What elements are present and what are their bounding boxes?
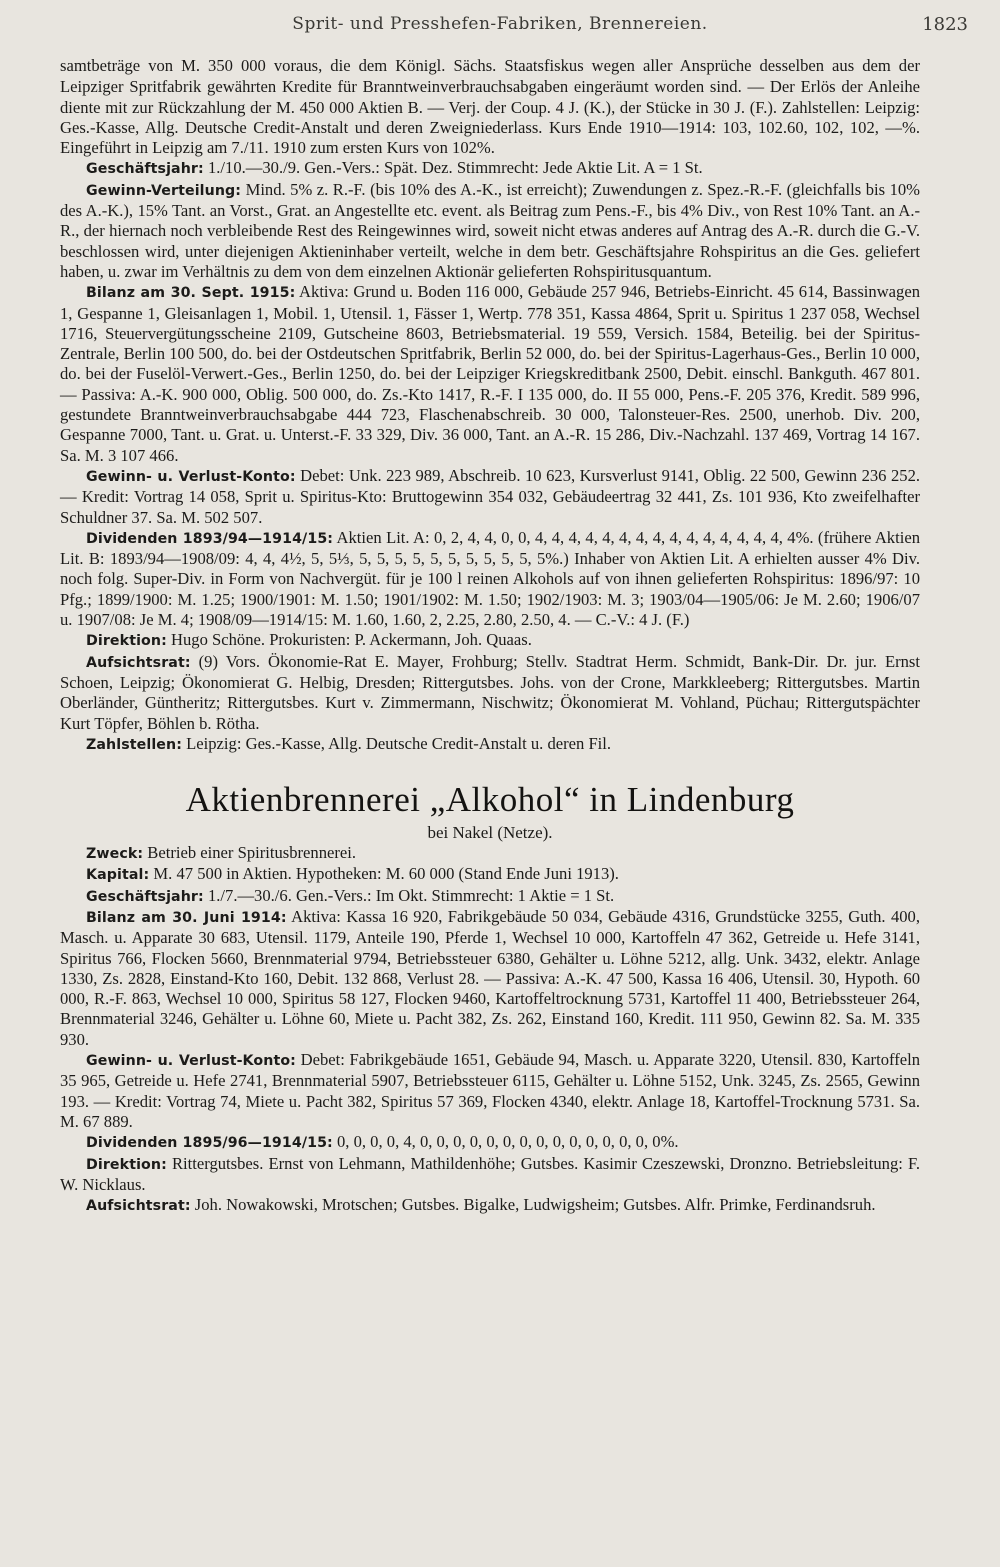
company2-dividenden: Dividenden 1895/96—1914/15: 0, 0, 0, 0, 4, 0, 0, 0, 0, 0, 0, 0, 0, 0, 0, 0, 0, 0, 0, 0%. bbox=[86, 1132, 679, 1152]
company2-gewinn-verlust: Gewinn- u. Verlust-Konto: Debet: Fabrikgebäude 1651, Gebäude 94, Masch. u. Apparate 3220, Utensil. 830, Kartoffeln 35 965, Getreide u. Hefe 2741, Brennmaterial 5907, Betriebssteuer 6115, Gehälter u. Löhne 5152, Unk. 3245, Zs. 2565, Gewinn 193. — Kredit: Vortrag 74, Miete u. Pacht 382, Spiritus 57 369, Flocken 4340, elektr. Anlage 18, Kartoffel-Trocknung 5731. Sa. M. 67 889. bbox=[60, 1050, 921, 1131]
running-header bbox=[0, 14, 1000, 44]
page-body bbox=[60, 56, 920, 1216]
company1-paragraph-0: samtbeträge von M. 350 000 voraus, die dem Königl. Sächs. Staatsfiskus wegen aller Ansprüche desselben aus dem der Leipziger Spritfabrik gewährten Kredite für Branntweinverbrauchsabgaben eingeräumt worden sind. — Der Erlös der Anleihe diente mit zur Rückzahlung der M. 450 000 Aktien B. — Verj. der Coup. 4 J. (K.), der Stücke in 30 J. (F.). Zahlstellen: Leipzig: Ges.-Kasse, Allg. Deutsche Credit-Anstalt und deren Zweigniederlass. Kurs Ende 1910—1914: 103, 102.60, 102, 102, —%. Eingeführt in Leipzig am 7./11. 1910 zum ersten Kurs von 102%. bbox=[60, 56, 920, 158]
company1-aufsichtsrat: Aufsichtsrat: (9) Vors. Ökonomie-Rat E. Mayer, Frohburg; Stellv. Stadtrat Herm. Schmidt, Bank-Dir. Dr. jur. Ernst Schoen, Leipzig; Ökonomierat G. Helbig, Dresden; Rittergutsbes. Johs. von der Crone, Markkleeberg; Rittergutsbes. Martin Oberländer, Güntheritz; Rittergutsbes. Kurt v. Zimmermann, Nischwitz; Ökonomierat M. Vohland, Püchau; Rittergutspächter Kurt Töpfer, Böhlen b. Rötha. bbox=[60, 651, 920, 733]
company2-zweck: Zweck: Betrieb einer Spiritusbrennerei. bbox=[86, 843, 357, 863]
company1-gewinn-verteilung: Gewinn-Verteilung: Mind. 5% z. R.-F. (bis 10% des A.-K., ist erreicht); Zuwendungen z. Spez.-R.-F. (gleichfalls bis 10% des A.-K.), 15% Tant. an Vorst., Grat. an Angestellte etc. event. als Beitrag zum Pens.-F., bis 4% Div., von Rest 10% Tant. an A.-R., der hiernach noch verbleibende Rest des Reingewinnes wird, soweit nicht etwas anderes auf Antrag des A.-R. durch die G.-V. beschlossen wird, unter diejenigen Aktieninhaber verteilt, welche in dem betr. Geschäftsjahre Rohspiritus an die Ges. geliefert haben, u. zwar im Verhältnis zu dem von dem einzelnen Aktionär gelieferten Rohspiritusquantum. bbox=[60, 179, 920, 281]
company1-dividenden: Dividenden 1893/94—1914/15: Aktien Lit. A: 0, 2, 4, 4, 0, 0, 4, 4, 4, 4, 4, 4, 4, 4, 4, 4, 4, 4, 4, 4, 4, 4%. (frühere Aktien Lit. B: 1893/94—1908/09: 4, 4, 4½, 5, 5⅓, 5, 5, 5, 5, 5, 5, 5, 5, 5, 5, 5%.) Inhaber von Aktien Lit. A erhielten ausser 4% Div. noch folg. Super-Div. in Form von Nachvergüt. für je 100 l reinen Alkohols auf von ihnen gelieferten Rohspiritus: 1896/97: 10 Pfg.; 1899/1900: M. 1.25; 1900/1901: M. 1.50; 1901/1902: M. 1.50; 1902/1903: M. 3; 1903/04—1905/06: Je M. 2.60; 1906/07 u. 1907/08: Je M. 4; 1908/09—1914/15: M. 1.60, 1.60, 2, 2.25, 2.80, 2.50, 4. — C.-V.: 4 J. (F.) bbox=[60, 527, 920, 630]
company2-direktion: Direktion: Rittergutsbes. Ernst von Lehmann, Mathildenhöhe; Gutsbes. Kasimir Czeszewski, Dronzno. Betriebsleitung: F. W. Nicklaus. bbox=[60, 1153, 920, 1194]
company1-zahlstellen: Zahlstellen: Leipzig: Ges.-Kasse, Allg. Deutsche Credit-Anstalt u. deren Fil. bbox=[86, 733, 612, 753]
running-title: Sprit- und Presshefen-Fabriken, Brennereien. bbox=[292, 14, 708, 34]
company2-aufsichtsrat: Aufsichtsrat: Joh. Nowakowski, Mrotschen; Gutsbes. Bigalke, Ludwigsheim; Gutsbes. Alfr. Primke, Ferdinandsruh. bbox=[86, 1195, 876, 1215]
company1-entry bbox=[60, 56, 920, 755]
company2-title: Aktienbrennerei „Alkohol“ in Lindenburg bbox=[185, 780, 795, 820]
company1-geschaeftsjahr: Geschäftsjahr: 1./10.—30./9. Gen.-Vers.: Spät. Dez. Stimmrecht: Jede Aktie Lit. A = 1 St. bbox=[86, 158, 703, 178]
company1-bilanz: Bilanz am 30. Sept. 1915: Aktiva: Grund u. Boden 116 000, Gebäude 257 946, Betriebs-Einricht. 45 614, Bassinwagen 1, Gespanne 1, Gleisanlagen 1, Mobil. 1, Utensil. 1, Fässer 1, Wertp. 778 351, Kassa 4864, Sprit u. Spiritus 1 237 058, Wechsel 1716, Steuervergütungsscheine 2109, Gutscheine 8603, Betriebsmaterial. 19 559, Versich. 1584, Beteilig. bei der Spiritus-Zentrale, Berlin 100 500, do. bei der Ostdeutschen Spritfabrik, Berlin 52 000, do. bei der Spiritus-Lagerhaus-Ges., Berlin 10 000, do. bei der Fuselöl-Verwert.-Ges., Berlin 1250, do. bei der Leipziger Kriegskreditbank 2500, Debit. einschl. Bankguth. 467 801. — Passiva: A.-K. 900 000, Oblig. 500 000, do. Zs.-Kto 1417, R.-F. I 135 000, do. II 55 000, Pens.-F. 205 376, Kredit. 589 996, gestundete Branntweinverbrauchsabgabe 444 723, Flaschenabschreib. 30 000, Talonsteuer-Res. 2500, unerhob. Div. 200, Gespanne 7000, Tant. u. Grat. u. Unterst.-F. 33 329, Div. 36 000, Tant. an A.-R. 15 286, Div.-Nachzahl. 137 469, Vortrag 14 167. Sa. M. 3 107 466. bbox=[60, 282, 921, 465]
page-number: 1823 bbox=[922, 14, 968, 35]
company2-bilanz: Bilanz am 30. Juni 1914: Aktiva: Kassa 16 920, Fabrikgebäude 50 034, Gebäude 4316, Grundstücke 3255, Guth. 400, Masch. u. Apparate 30 683, Utensil. 1179, Anteile 190, Pferde 1, Wechsel 10 000, Kartoffeln 47 362, Getreide u. Hefe 3141, Spiritus 766, Flocken 5660, Brennmaterial 9794, Betriebssteuer 6380, Gehälter u. Löhne 5212, allg. Unk. 3432, elektr. Anlage 1330, Zs. 2828, Einstand-Kto 160, Debit. 132 868, Verlust 28. — Passiva: A.-K. 47 500, Kassa 16 406, Utensil. 30, Hypoth. 60 000, R.-F. 863, Wechsel 10 000, Spiritus 58 127, Flocken 9460, Kartoffeltrocknung 5731, Kartoffel 11 400, Betriebssteuer 264, Brennmaterial 3246, Gehälter u. Löhne 60, Miete u. Pacht 382, Zs. 262, Einstand 160, Kredit. 111 950, Gewinn 82. Sa. M. 335 930. bbox=[60, 906, 920, 1049]
company2-subtitle: bei Nakel (Netze). bbox=[427, 823, 553, 843]
company1-direktion: Direktion: Hugo Schöne. Prokuristen: P. Ackermann, Joh. Quaas. bbox=[86, 630, 532, 650]
company1-gewinn-verlust: Gewinn- u. Verlust-Konto: Debet: Unk. 223 989, Abschreib. 10 623, Kursverlust 9141, Oblig. 22 500, Gewinn 236 252. — Kredit: Vortrag 14 058, Sprit u. Spiritus-Kto: Bruttogewinn 354 032, Gebäudeertrag 32 441, Zs. 101 936, Kto zweifelhafter Schuldner 37. Sa. M. 502 507. bbox=[60, 465, 921, 527]
company2-geschaeftsjahr: Geschäftsjahr: 1./7.—30./6. Gen.-Vers.: Im Okt. Stimmrecht: 1 Aktie = 1 St. bbox=[86, 885, 615, 905]
company2-kapital: Kapital: M. 47 500 in Aktien. Hypotheken: M. 60 000 (Stand Ende Juni 1913). bbox=[86, 864, 619, 884]
company2-entry bbox=[60, 777, 920, 1216]
